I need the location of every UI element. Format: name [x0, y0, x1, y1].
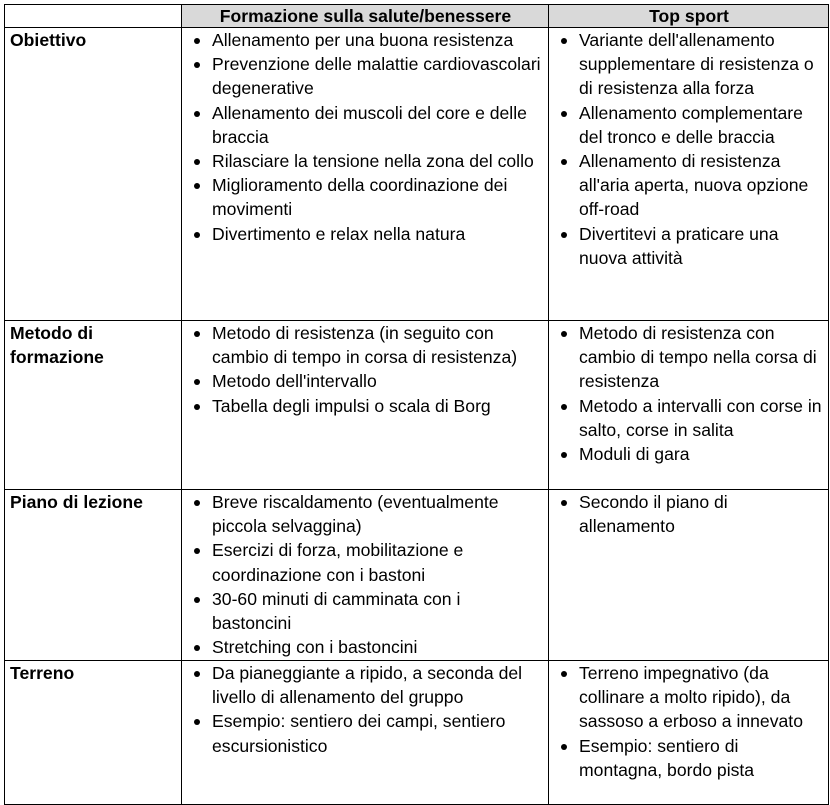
table-row — [5, 28, 829, 321]
list-item: Esercizi di forza, mobilitazione e coordinazione con i bastoni — [187, 538, 544, 586]
top-sport-cell — [549, 28, 829, 321]
list-item: Allenamento di resistenza all'aria aperta, nuova opzione off-road — [554, 149, 824, 222]
health-cell — [182, 321, 549, 490]
list-item: Prevenzione delle malattie cardiovascolari degenerative — [187, 52, 544, 100]
list-item: Esempio: sentiero dei campi, sentiero escursionistico — [187, 709, 544, 757]
table-row — [5, 321, 829, 490]
header-empty-cell — [5, 5, 182, 28]
table-row — [5, 490, 829, 661]
list-item: 30-60 minuti di camminata con i bastoncini — [187, 587, 544, 635]
list-item: Da pianeggiante a ripido, a seconda del livello di allenamento del gruppo — [187, 661, 544, 709]
list-item: Divertimento e relax nella natura — [187, 222, 544, 246]
list-item: Metodo di resistenza con cambio di tempo nella corsa di resistenza — [554, 321, 824, 394]
list-item: Tabella degli impulsi o scala di Borg — [187, 394, 544, 418]
table-row — [5, 661, 829, 805]
list-item: Divertitevi a praticare una nuova attività — [554, 222, 824, 270]
list-item: Allenamento complementare del tronco e delle braccia — [554, 101, 824, 149]
row-label: Obiettivo — [5, 28, 182, 321]
health-cell — [182, 661, 549, 805]
list-item: Moduli di gara — [554, 442, 824, 466]
list-item: Terreno impegnativo (da collinare a molto ripido), da sassoso a erboso a innevato — [554, 661, 824, 734]
row-label: Terreno — [5, 661, 182, 805]
top-sport-cell — [549, 661, 829, 805]
list-item: Secondo il piano di allenamento — [554, 490, 824, 538]
comparison-table — [4, 4, 829, 805]
header-health: Formazione sulla salute/benessere — [182, 5, 549, 28]
list-item: Esempio: sentiero di montagna, bordo pista — [554, 734, 824, 782]
list-item: Variante dell'allenamento supplementare di resistenza o di resistenza alla forza — [554, 28, 824, 101]
list-item: Breve riscaldamento (eventualmente piccola selvaggina) — [187, 490, 544, 538]
top-sport-cell — [549, 321, 829, 490]
list-item: Allenamento dei muscoli del core e delle braccia — [187, 101, 544, 149]
list-item: Metodo a intervalli con corse in salto, corse in salita — [554, 394, 824, 442]
health-cell — [182, 28, 549, 321]
header-top-sport: Top sport — [549, 5, 829, 28]
list-item: Rilasciare la tensione nella zona del collo — [187, 149, 544, 173]
row-label: Piano di lezione — [5, 490, 182, 661]
health-cell — [182, 490, 549, 661]
list-item: Allenamento per una buona resistenza — [187, 28, 544, 52]
header-row — [5, 5, 829, 28]
list-item: Metodo di resistenza (in seguito con cambio di tempo in corsa di resistenza) — [187, 321, 544, 369]
list-item: Metodo dell'intervallo — [187, 369, 544, 393]
list-item: Miglioramento della coordinazione dei movimenti — [187, 173, 544, 221]
list-item: Stretching con i bastoncini — [187, 635, 544, 659]
row-label: Metodo di formazione — [5, 321, 182, 490]
top-sport-cell — [549, 490, 829, 661]
